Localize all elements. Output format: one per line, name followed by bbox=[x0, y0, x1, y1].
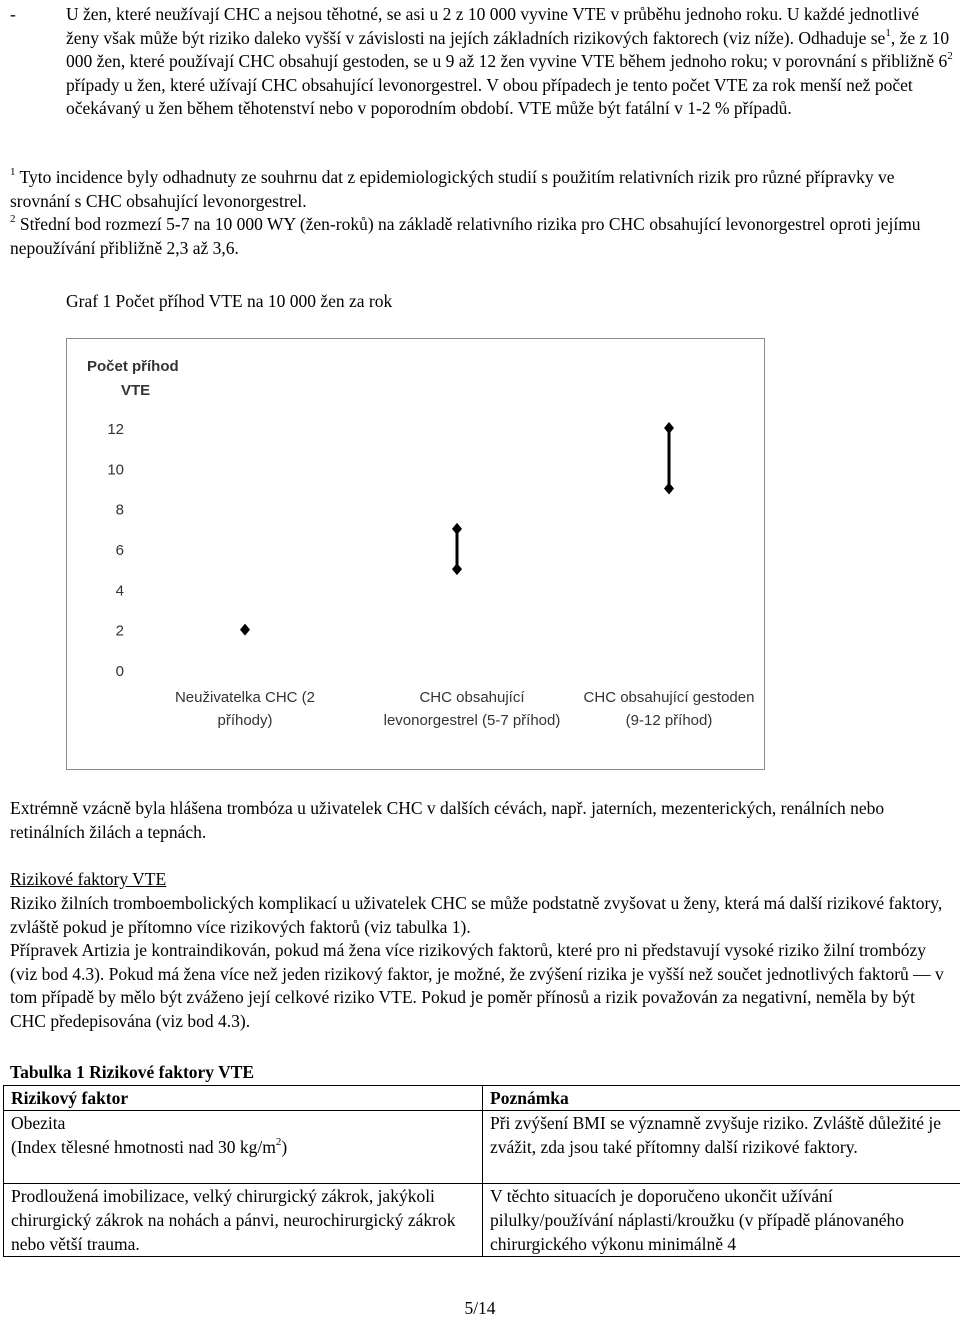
table-row bbox=[4, 1111, 960, 1184]
table-title: Tabulka 1 Rizikové faktory VTE bbox=[10, 1061, 254, 1085]
y-tick-label: 6 bbox=[116, 542, 124, 559]
row-note-immobilization: V těchto situacích je doporučeno ukončit užívání pilulky/používání náplasti/kroužku (v případě plánovaného chirurgického výkonu minimálně 4 bbox=[483, 1184, 960, 1257]
factor-text: (Index tělesné hmotnosti nad 30 kg/m bbox=[11, 1137, 276, 1157]
paragraph-text-part: , že z 10 000 žen, které používají CHC obsahují gestoden, se u 9 až 12 žen vyvine VTE během jednoho roku; v porovnání s přibližně 6 bbox=[66, 28, 949, 72]
row-note-obesity: Při zvýšení BMI se významně zvyšuje riziko. Zvláště důležité je zvážit, zda jsou také přítomny další rizikové faktory. bbox=[483, 1111, 960, 1184]
header-factor: Rizikový faktor bbox=[4, 1086, 483, 1111]
data-point-marker bbox=[452, 523, 462, 535]
risk-factors-heading: Rizikové faktory VTE bbox=[10, 868, 166, 892]
risk-factors-table bbox=[3, 1085, 960, 1257]
footnote-ref-1: 1 bbox=[885, 27, 891, 39]
table-header-row bbox=[4, 1086, 960, 1111]
y-axis-label-line2: VTE bbox=[121, 382, 150, 399]
y-tick-label: 10 bbox=[107, 461, 124, 478]
y-tick-label: 8 bbox=[116, 502, 124, 519]
footnote-mark: 2 bbox=[10, 213, 16, 225]
factor-line: Obezita bbox=[11, 1111, 476, 1135]
y-tick-label: 4 bbox=[116, 582, 124, 599]
x-category-label: příhody) bbox=[217, 712, 272, 729]
y-tick-label: 12 bbox=[107, 421, 124, 438]
vte-chart-svg bbox=[67, 339, 766, 771]
graph-caption: Graf 1 Počet příhod VTE na 10 000 žen za rok bbox=[66, 290, 392, 314]
y-tick-label: 0 bbox=[116, 663, 124, 680]
row-factor-immobilization: Prodloužená imobilizace, velký chirurgický zákrok, jakýkoli chirurgický zákrok na nohách a pánvi, neurochirurgický zákrok nebo větší trauma. bbox=[4, 1184, 483, 1257]
footnotes bbox=[10, 166, 950, 260]
factor-text: ) bbox=[281, 1137, 287, 1157]
y-tick-label: 2 bbox=[116, 623, 124, 640]
x-category-label: levonorgestrel (5-7 příhod) bbox=[384, 712, 561, 729]
header-note: Poznámka bbox=[483, 1086, 960, 1111]
vte-incidence-paragraph bbox=[66, 3, 954, 121]
footnote-1 bbox=[10, 166, 950, 213]
x-category-label: CHC obsahující bbox=[419, 689, 525, 706]
bullet-dash: - bbox=[10, 3, 16, 27]
data-point-marker bbox=[664, 422, 674, 434]
x-category-label: (9-12 příhod) bbox=[626, 712, 713, 729]
row-factor-obesity bbox=[4, 1111, 483, 1184]
risk-paragraph-2: Přípravek Artizia je kontraindikován, pokud má žena více rizikových faktorů, které pro ni představují vysoké riziko žilní trombózy (viz bod 4.3). Pokud má žena více než jeden rizikový faktor, je možné, že zvýšení rizika je vyšší než součet jednotlivých faktorů — v tom případě by mělo být zváženo její celkové riziko VTE. Pokud je poměr přínosů a rizik považován za negativní, neměla by být CHC předepisována (viz bod 4.3). bbox=[10, 939, 955, 1033]
superscript: 2 bbox=[276, 1136, 282, 1148]
factor-line bbox=[11, 1135, 476, 1159]
y-axis-label-line1: Počet příhod bbox=[87, 358, 179, 375]
rare-thrombosis-paragraph: Extrémně vzácně byla hlášena trombóza u uživatelek CHC v dalších cévách, např. jaterních, mezenterických, renálních nebo retinálních žilách a tepnách. bbox=[10, 797, 950, 844]
footnote-ref-2: 2 bbox=[947, 50, 953, 62]
data-point-marker bbox=[240, 624, 250, 636]
data-point-marker bbox=[452, 563, 462, 575]
page-number: 5/14 bbox=[0, 1297, 960, 1321]
table-row bbox=[4, 1184, 960, 1257]
footnote-mark: 1 bbox=[10, 166, 16, 178]
data-point-marker bbox=[664, 483, 674, 495]
x-category-label: Neuživatelka CHC (2 bbox=[175, 689, 315, 706]
risk-paragraph-1: Riziko žilních tromboembolických komplikací u uživatelek CHC se může podstatně zvyšovat u ženy, která má další rizikové faktory, zvláště pokud je přítomno více rizikových faktorů (viz tabulka 1). bbox=[10, 892, 955, 939]
x-category-label: CHC obsahující gestoden bbox=[584, 689, 755, 706]
paragraph-text-part: případy u žen, které užívají CHC obsahující levonorgestrel. V obou případech je tento počet VTE za rok menší než počet očekávaný u žen během těhotenství nebo v poporodním období. VTE může být fatální v 1-2 % případů. bbox=[66, 75, 913, 119]
footnote-text: Tyto incidence byly odhadnuty ze souhrnu dat z epidemiologických studií s použitím relativních rizik pro různé přípravky ve srovnání s CHC obsahující levonorgestrel. bbox=[10, 167, 895, 211]
vte-chart bbox=[66, 338, 765, 770]
footnote-text: Střední bod rozmezí 5-7 na 10 000 WY (žen-roků) na základě relativního rizika pro CHC obsahující levonorgestrel oproti jejímu nepoužívání přibližně 2,3 až 3,6. bbox=[10, 214, 921, 258]
risk-factors-text bbox=[10, 892, 955, 1034]
footnote-2 bbox=[10, 213, 950, 260]
paragraph-text-part: U žen, které neužívají CHC a nejsou těhotné, se asi u 2 z 10 000 vyvine VTE v průběhu jednoho roku. U každé jednotlivé ženy však může být riziko daleko vyšší v závislosti na jejích základních rizikových faktorech (viz níže). Odhaduje se bbox=[66, 4, 919, 48]
